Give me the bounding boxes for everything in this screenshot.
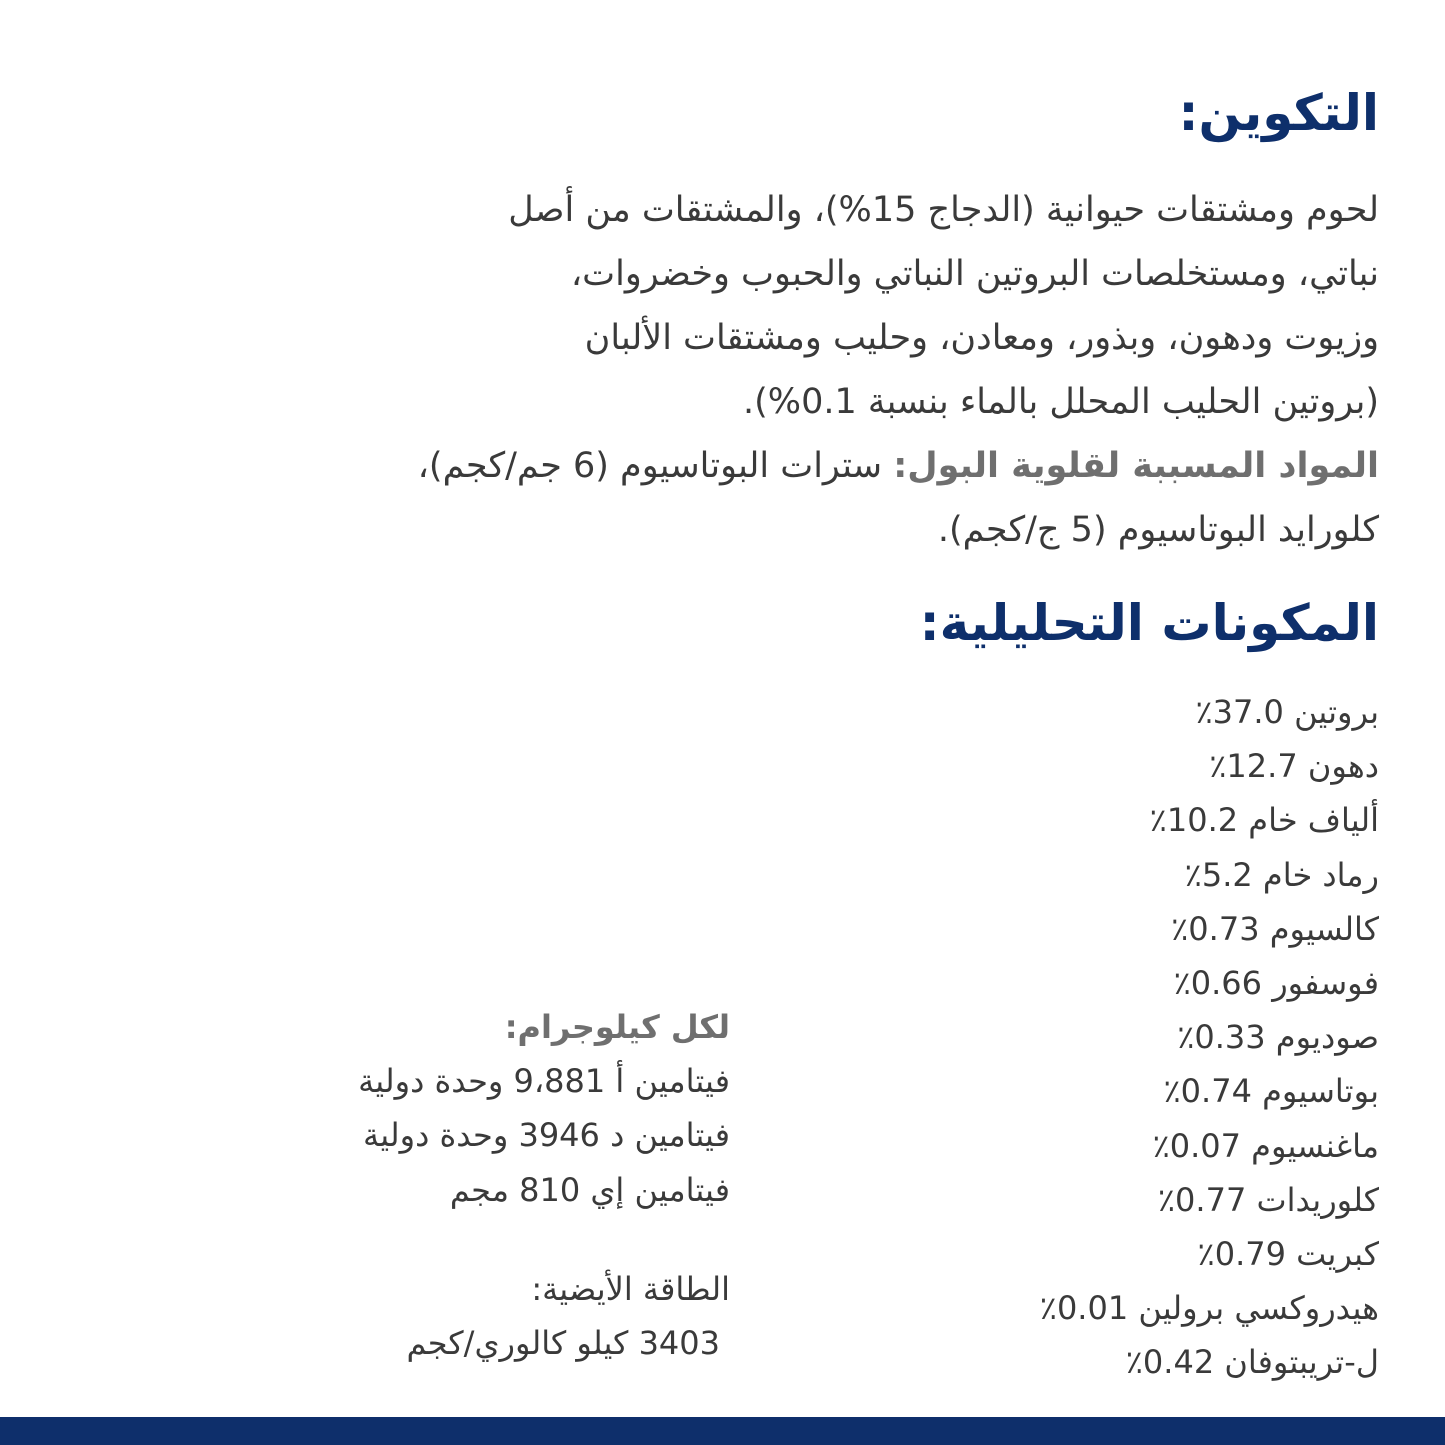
composition-line: وزيوت ودهون، وبذور، ومعادن، وحليب ومشتقات الألبان xyxy=(584,318,1379,358)
list-item: صوديوم 0.33٪ xyxy=(1177,1018,1379,1057)
per-kg-label: لكل كيلوجرام: xyxy=(504,1008,730,1046)
list-item: بوتاسيوم 0.74٪ xyxy=(1163,1072,1379,1111)
list-item: كالسيوم 0.73٪ xyxy=(1171,909,1379,948)
vitamin-item: فيتامين إي 810 مجم xyxy=(449,1170,730,1209)
urine-alkalinity-label: المواد المسببة لقلوية البول: xyxy=(893,446,1379,486)
vitamin-item: فيتامين أ 9،881 وحدة دولية xyxy=(358,1062,730,1101)
energy-block xyxy=(406,1262,730,1370)
list-item: رماد خام 5.2٪ xyxy=(1184,855,1379,894)
energy-value: 3403 كيلو كالوري/كجم xyxy=(406,1324,720,1363)
list-item: كلوريدات 0.77٪ xyxy=(1157,1180,1379,1219)
bottom-bar xyxy=(0,1417,1445,1445)
list-item: بروتين 37.0٪ xyxy=(1195,693,1379,731)
composition-text xyxy=(149,178,1379,562)
urine-alkalinity-text: سترات البوتاسيوم (6 جم/كجم)، xyxy=(417,446,894,486)
vitamin-item: فيتامين د 3946 وحدة دولية xyxy=(363,1116,730,1155)
list-item: دهون 12.7٪ xyxy=(1209,747,1379,786)
composition-line: (بروتين الحليب المحلل بالماء بنسبة 0.1%). xyxy=(743,382,1379,422)
composition-line: نباتي، ومستخلصات البروتين النباتي والحبوب وخضروات، xyxy=(570,254,1379,294)
composition-line: لحوم ومشتقات حيوانية (الدجاج 15%)، والمشتقات من أصل xyxy=(508,190,1379,230)
energy-label: الطاقة الأيضية: xyxy=(531,1270,730,1308)
urine-alkalinity-line xyxy=(149,434,1379,498)
list-item: ل-تريبتوفان 0.42٪ xyxy=(1125,1343,1379,1382)
list-item: هيدروكسي برولين 0.01٪ xyxy=(1039,1289,1379,1328)
urine-alkalinity-line-2: كلورايد البوتاسيوم (5 ج/كجم). xyxy=(937,510,1379,550)
list-item: ألياف خام 10.2٪ xyxy=(1149,801,1379,840)
composition-title: التكوين: xyxy=(1178,84,1379,142)
list-item: ماغنسيوم 0.07٪ xyxy=(1152,1126,1379,1165)
list-item: فوسفور 0.66٪ xyxy=(1173,964,1379,1003)
vitamins-block xyxy=(358,1000,730,1217)
analytical-list xyxy=(1040,685,1379,1390)
list-item: كبريت 0.79٪ xyxy=(1197,1235,1379,1274)
analytical-title: المكونات التحليلية: xyxy=(919,594,1379,652)
